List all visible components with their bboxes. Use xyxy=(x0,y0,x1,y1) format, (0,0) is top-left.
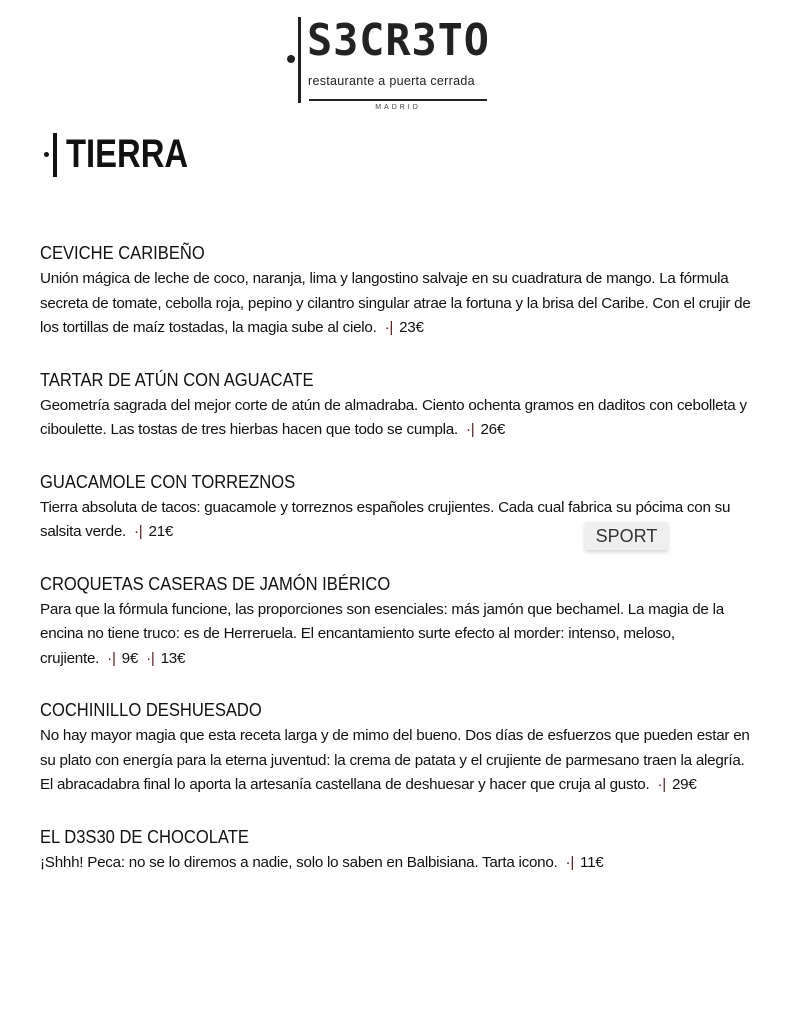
menu-items xyxy=(40,242,755,903)
menu-item-title: COCHINILLO DESHUESADO xyxy=(40,700,262,720)
section-bar-icon xyxy=(53,133,57,177)
menu-item-price xyxy=(466,421,505,438)
menu-item-price xyxy=(107,650,138,667)
menu-item-description xyxy=(40,851,755,876)
menu-item xyxy=(40,369,755,443)
menu-item-title: GUACAMOLE CON TORREZNOS xyxy=(40,471,296,492)
menu-item-title: EL D3S30 DE CHOCOLATE xyxy=(40,826,249,847)
menu-item-description xyxy=(40,394,755,443)
section-title: TIERRA xyxy=(66,132,189,176)
menu-item xyxy=(40,826,755,876)
menu-item-title: CEVICHE CARIBEÑO xyxy=(40,243,205,263)
price-marker-icon: ·| xyxy=(657,776,666,793)
logo-tagline: restaurante a puerta cerrada xyxy=(308,74,475,88)
menu-item-description xyxy=(40,724,755,798)
description-text: ¡Shhh! Peca: no se lo diremos a nadie, solo lo saben en Balbisiana. Tarta icono. xyxy=(40,853,558,871)
menu-item-title: TARTAR DE ATÚN CON AGUACATE xyxy=(40,369,314,390)
section-header xyxy=(44,132,215,177)
menu-item-price xyxy=(566,854,604,871)
description-text: Geometría sagrada del mejor corte de atún de almadraba. Ciento ochenta gramos en daditos con cebolleta y ciboulette. Las tostas de tres hierbas hacen que todo se cumpla. xyxy=(40,396,747,438)
menu-item xyxy=(40,242,755,341)
price-marker-icon: ·| xyxy=(565,853,575,871)
price-marker-icon: ·| xyxy=(384,319,394,336)
logo-divider xyxy=(309,99,487,101)
price-value: 29€ xyxy=(671,776,697,793)
price-value: 11€ xyxy=(580,853,604,871)
menu-item-price xyxy=(146,650,185,667)
menu-item-price xyxy=(385,319,424,336)
price-value: 21€ xyxy=(148,523,174,540)
logo-bar xyxy=(298,17,301,103)
menu-item-title: CROQUETAS CASERAS DE JAMÓN IBÉRICO xyxy=(40,573,391,594)
description-text: Para que la fórmula funcione, las proporciones son esenciales: más jamón que bechamel. La magia de la encina no tiene truco: es de Herreruela. El encantamiento surte efecto al morder: intenso, meloso, crujiente. xyxy=(40,600,724,667)
menu-item xyxy=(40,699,755,798)
sport-tooltip[interactable]: SPORT xyxy=(585,522,668,550)
section-dot-icon xyxy=(44,152,49,157)
restaurant-logo xyxy=(283,8,493,113)
description-text: Unión mágica de leche de coco, naranja, lima y langostino salvaje en su cuadratura de mango. La fórmula secreta de tomate, cebolla roja, pepino y cilantro singular atrae la fortuna y la brisa del Caribe. Con el crujir de los tortillas de maíz tostadas, la magia sube al cielo. xyxy=(40,270,751,336)
price-marker-icon: ·| xyxy=(107,649,116,667)
menu-item xyxy=(40,573,755,672)
logo-name: S3CR3TO xyxy=(307,15,490,66)
menu-item-price xyxy=(657,776,696,793)
price-value: 23€ xyxy=(399,319,424,336)
logo-dot xyxy=(287,55,295,63)
logo-city: MADRID xyxy=(375,104,421,111)
price-value: 13€ xyxy=(160,649,186,667)
price-value: 9€ xyxy=(121,649,139,667)
menu-item-description xyxy=(40,267,755,341)
description-text: Tierra absoluta de tacos: guacamole y torreznos españoles crujientes. Cada cual fabrica su pócima con su salsita verde. xyxy=(40,498,731,540)
description-text: No hay mayor magia que esta receta larga y de mimo del bueno. Dos días de esfuerzos que pueden estar en su plato con energía para la eterna juventud: la crema de patata y el crujiente de parmesano traen la alegría. El abracadabra final lo aporta la artesanía castellana de deshuesar y hacer que cruja al gusto. xyxy=(40,727,750,793)
menu-item-price xyxy=(134,523,173,540)
price-value: 26€ xyxy=(480,421,506,438)
price-marker-icon: ·| xyxy=(465,421,475,438)
price-marker-icon: ·| xyxy=(146,649,155,667)
price-marker-icon: ·| xyxy=(133,523,143,540)
menu-item-description xyxy=(40,598,755,672)
